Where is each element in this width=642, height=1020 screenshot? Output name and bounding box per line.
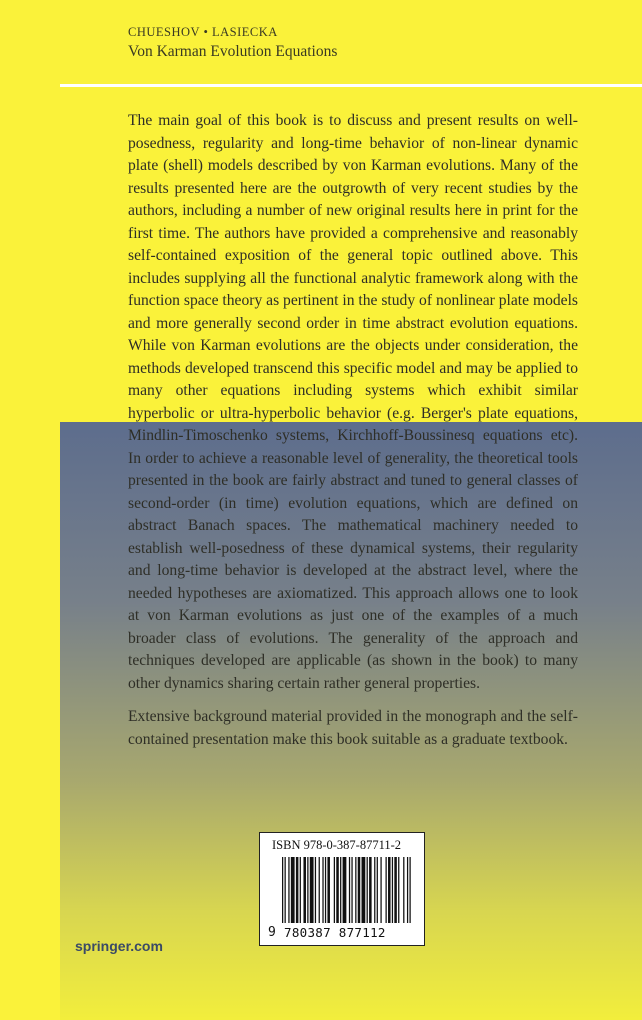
barcode-bar (369, 857, 372, 923)
barcode-bar (362, 857, 366, 923)
barcode-bar (322, 857, 323, 923)
author-names: CHUESHOV • LASIECKA (128, 25, 278, 39)
barcode-bar (398, 857, 399, 923)
barcode-bar (407, 857, 408, 923)
header-divider (60, 84, 642, 87)
barcode-bar (288, 857, 289, 923)
barcode-digits: 780387 877112 (284, 925, 386, 940)
barcode-bar (355, 857, 356, 923)
barcode-bar (319, 857, 320, 923)
barcode-bar (385, 857, 386, 923)
barcode-bar (315, 857, 316, 923)
publisher-url: springer.com (75, 938, 163, 954)
barcode-bar (300, 857, 301, 923)
barcode-bar (296, 857, 299, 923)
barcode-bar (310, 857, 314, 923)
barcode-bar (285, 857, 286, 923)
barcode-bar (403, 857, 404, 923)
barcode-bar (374, 857, 375, 923)
barcode-bar (349, 857, 350, 923)
barcode-bar (388, 857, 391, 923)
barcode-bar (358, 857, 361, 923)
blurb-paragraph-closing: Extensive background material provided in the monograph and the self-contained presentation make this book suitable as a graduate textbook. (128, 708, 578, 748)
barcode-bar (336, 857, 339, 923)
blurb-text (128, 110, 578, 751)
barcode-bars (282, 857, 412, 923)
barcode-bar (291, 857, 295, 923)
barcode-bar (334, 857, 335, 923)
barcode-bar (394, 857, 397, 923)
book-title: Von Karman Evolution Equations (128, 43, 338, 60)
barcode-bar (325, 857, 326, 923)
barcode-bar (303, 857, 306, 923)
barcode-bar (327, 857, 330, 923)
barcode-bar (343, 857, 347, 923)
barcode-bar (351, 857, 352, 923)
barcode-bar (392, 857, 393, 923)
barcode-bar (380, 857, 381, 923)
isbn-label: ISBN 978-0-387-87711-2 (272, 838, 402, 852)
isbn-barcode (259, 832, 425, 946)
barcode-bar (340, 857, 341, 923)
barcode-bar (307, 857, 308, 923)
blurb-paragraph-main: The main goal of this book is to discuss and present results on well-posedness, regularity and long-time behavior of non-linear dynamic plate (shell) models described by von Karman evolutions. Many of the results presented here are the outgrowth of very recent studies by the authors, including a number of new original results here in print for the first time. The authors have provided a comprehensive and reasonably self-contained exposition of the general topic outlined above. This includes supplying all the functional analytic framework along with the function space theory as pertinent in the study of nonlinear plate models and more generally second order in time abstract evolution equations. While von Karman evolutions are the objects under consideration, the methods developed transcend this specific model and may be applied to many other equations including systems which exhibit similar hyperbolic or ultra-hyperbolic behavior (e.g. Berger's plate equations, Mindlin-Timoschenko systems, Kirchhoff-Boussinesq equations etc). In order to achieve a reasonable level of generality, the theoretical tools presented in the book are fairly abstract and tuned to general classes of second-order (in time) evolution equations, which are defined on abstract Banach spaces. The mathematical machinery needed to establish well-posedness of these dynamical systems, their regularity and long-time behavior is developed at the abstract level, where the needed hypotheses are axiomatized. This approach allows one to look at von Karman evolutions as just one of the examples of a much broader class of evolutions. The generality of the approach and techniques developed are applicable (as shown in the book) to many other dynamics sharing certain rather general properties. (128, 112, 578, 692)
barcode-bar (377, 857, 378, 923)
barcode-bar (367, 857, 368, 923)
barcode-bar (409, 857, 410, 923)
barcode-lead-digit: 9 (268, 925, 276, 940)
barcode-bar (282, 857, 283, 923)
